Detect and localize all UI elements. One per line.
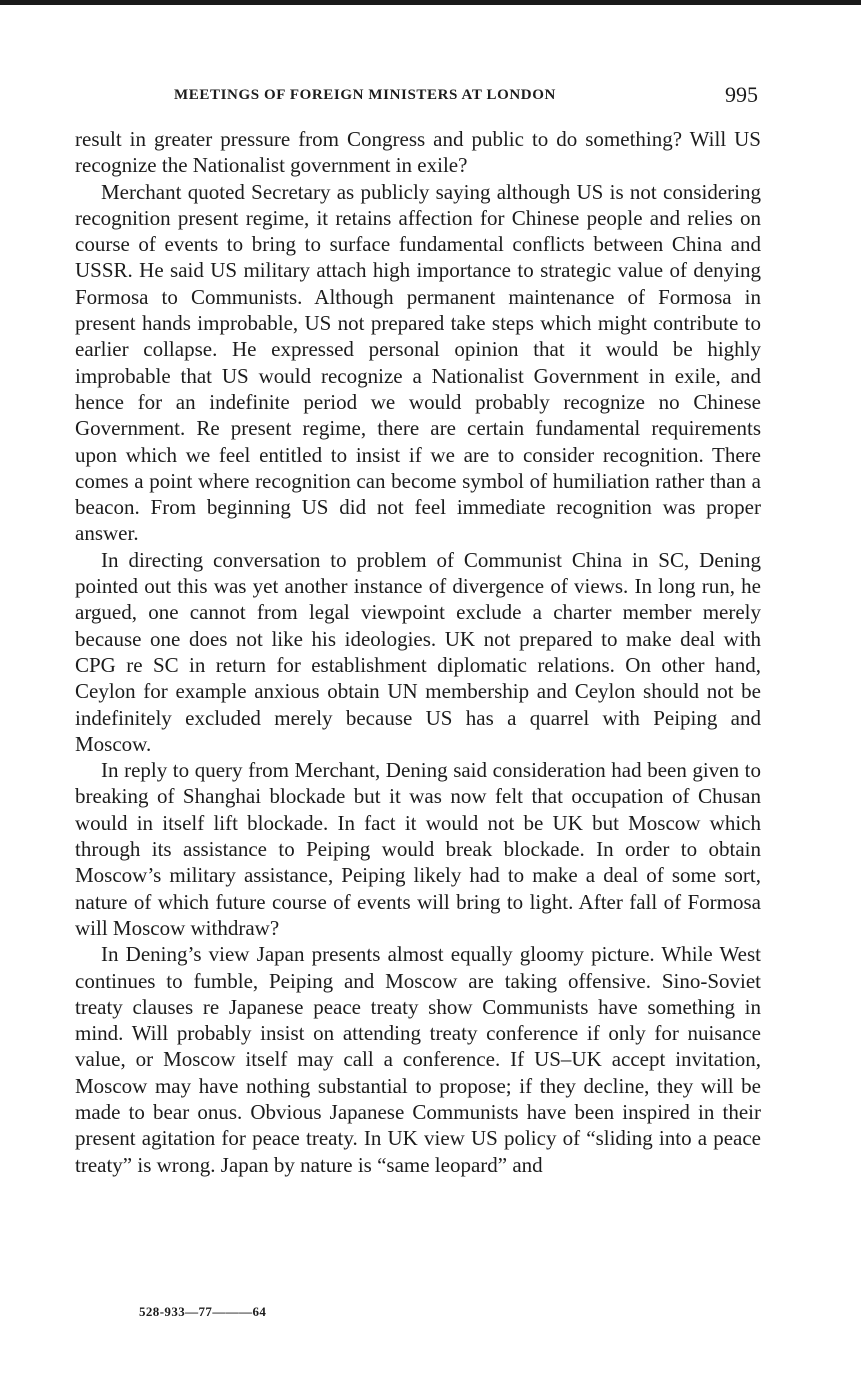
paragraph-merchant-recognition: Merchant quoted Secretary as publicly saying although US is not considering recognition present regime, it retains affection for Chinese people and relies on course of events to bring to surface fundamental conflicts between China and USSR. He said US military attach high importance to strategic value of denying Formosa to Communists. Although permanent maintenance of Formosa in present hands improbable, US not prepared take steps which might contribute to earlier collapse. He expressed personal opinion that it would be highly improbable that US would recognize a Nationalist Government in exile, and hence for an indefinite period we would probably recognize no Chinese Government. Re present regime, there are certain fundamental requirements upon which we feel entitled to insist if we are to consider recognition. There comes a point where recognition can become symbol of humiliation rather than a beacon. From beginning US did not feel immediate recognition was proper answer. bbox=[75, 179, 761, 546]
paragraph-shanghai-blockade: In reply to query from Merchant, Dening said consideration had been given to breaking of Shanghai blockade but it was now felt that occupation of Chusan would in itself lift blockade. In fact it would not be UK but Moscow which through its assistance to Peiping would break blockade. In order to obtain Moscow’s military assistance, Peiping likely had to make a deal of some sort, nature of which future course of events will bring to light. After fall of Formosa will Moscow withdraw? bbox=[75, 758, 761, 940]
running-head bbox=[78, 82, 758, 112]
running-title: MEETINGS OF FOREIGN MINISTERS AT LONDON bbox=[174, 87, 556, 103]
page-number: 995 bbox=[725, 82, 758, 107]
footer-print-code: 528-933—77———64 bbox=[139, 1304, 267, 1319]
paragraph-continued: result in greater pressure from Congress and public to do something? Will US recognize the Nationalist government in exile? bbox=[75, 127, 761, 178]
body-text bbox=[75, 126, 761, 1178]
paragraph-japan-view: In Dening’s view Japan presents almost equally gloomy picture. While West continues to fumble, Peiping and Moscow are taking offensive. Sino-Soviet treaty clauses re Japanese peace treaty show Communists have something in mind. Will probably insist on attending treaty conference if only for nuisance value, or Moscow itself may call a conference. If US–UK accept invitation, Moscow may have nothing substantial to propose; if they decline, they will be made to bear onus. Obvious Japanese Communists have been inspired in their present agitation for peace treaty. In UK view US policy of “sliding into a peace treaty” is wrong. Japan by nature is “same leopard” and bbox=[75, 942, 761, 1177]
paragraph-security-council: In directing conversation to problem of Communist China in SC, Dening pointed out this was yet another instance of divergence of views. In long run, he argued, one cannot from legal viewpoint exclude a charter member merely because one does not like his ideologies. UK not prepared to make deal with CPG re SC in return for establishment diplomatic relations. On other hand, Ceylon for example anxious obtain UN membership and Ceylon should not be indefinitely excluded merely because US has a quarrel with Peiping and Moscow. bbox=[75, 547, 761, 756]
